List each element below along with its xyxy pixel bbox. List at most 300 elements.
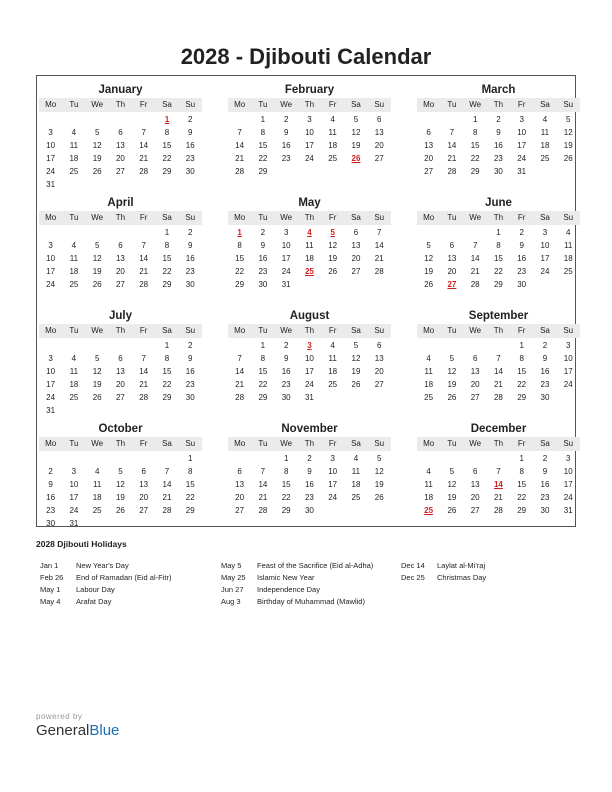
day-cell: 19 <box>115 493 125 502</box>
day-cell: 21 <box>374 254 384 263</box>
day-cell: 30 <box>540 506 550 515</box>
day-cell: 2 <box>283 115 289 124</box>
day-cell: 29 <box>470 167 480 176</box>
day-cell: 3 <box>307 115 312 124</box>
holiday-date: May 4 <box>40 597 61 606</box>
day-cell: 21 <box>139 154 149 163</box>
day-cell: 11 <box>69 141 79 150</box>
month-name: April <box>107 197 134 209</box>
day-cell: 26 <box>328 267 338 276</box>
weekday-label: Fr <box>328 439 337 448</box>
day-cell-holiday: 14 <box>493 480 503 489</box>
day-cell: 2 <box>542 341 548 350</box>
brand-name-general: General <box>36 722 90 739</box>
day-grid <box>417 339 580 404</box>
month-name: November <box>281 423 338 435</box>
day-cell: 10 <box>69 480 79 489</box>
day-cell: 24 <box>69 506 79 515</box>
weekday-label: Fr <box>328 326 337 335</box>
day-cell: 22 <box>281 493 291 502</box>
day-cell: 6 <box>449 241 455 250</box>
page-title: 2028 - Djibouti Calendar <box>180 44 432 69</box>
day-cell: 30 <box>185 393 195 402</box>
day-grid <box>417 452 580 517</box>
day-cell: 5 <box>353 115 359 124</box>
weekday-label: Mo <box>423 326 435 335</box>
day-cell: 13 <box>115 367 125 376</box>
day-cell: 15 <box>185 480 195 489</box>
weekday-label: Th <box>304 213 315 222</box>
day-cell: 16 <box>540 480 550 489</box>
day-cell: 29 <box>258 167 268 176</box>
day-cell: 1 <box>260 115 266 124</box>
day-cell: 15 <box>258 141 268 150</box>
day-cell: 3 <box>566 454 571 463</box>
day-cell: 22 <box>470 154 480 163</box>
weekday-label: We <box>280 439 293 448</box>
day-cell: 23 <box>540 493 550 502</box>
holiday-name: Christmas Day <box>437 573 487 582</box>
day-cell: 8 <box>496 241 501 250</box>
day-cell: 22 <box>493 267 503 276</box>
day-cell: 7 <box>237 354 242 363</box>
day-cell: 15 <box>162 141 172 150</box>
weekday-label: Tu <box>258 213 268 222</box>
day-cell: 13 <box>115 254 125 263</box>
day-grid <box>39 113 202 191</box>
month-july <box>39 308 202 417</box>
day-cell: 17 <box>304 367 314 376</box>
day-cell: 16 <box>540 367 550 376</box>
weekday-header <box>417 324 580 338</box>
holiday-date: Dec 14 <box>401 561 425 570</box>
day-cell: 28 <box>139 393 149 402</box>
day-cell: 18 <box>304 254 314 263</box>
day-cell: 21 <box>493 493 503 502</box>
day-cell: 11 <box>564 241 573 250</box>
day-cell-holiday: 5 <box>330 228 335 237</box>
day-cell: 28 <box>139 167 149 176</box>
day-cell: 3 <box>71 467 77 476</box>
day-cell: 20 <box>374 141 384 150</box>
weekday-label: Th <box>493 326 504 335</box>
day-cell: 11 <box>305 241 314 250</box>
day-cell: 27 <box>374 154 384 163</box>
weekday-label: Tu <box>258 439 268 448</box>
day-cell: 8 <box>519 467 524 476</box>
day-grid <box>39 452 202 530</box>
day-cell: 26 <box>92 393 102 402</box>
day-cell: 1 <box>519 341 524 350</box>
day-empty <box>440 113 463 126</box>
day-cell: 23 <box>258 267 268 276</box>
weekday-label: Th <box>304 326 315 335</box>
powered-by-text: powered by <box>36 712 83 721</box>
day-cell: 7 <box>260 467 266 476</box>
day-cell: 27 <box>374 380 384 389</box>
day-cell: 21 <box>258 493 268 502</box>
day-cell: 8 <box>164 128 170 137</box>
day-cell: 6 <box>118 354 123 363</box>
day-cell: 14 <box>235 367 245 376</box>
day-cell: 11 <box>69 367 79 376</box>
day-cell: 25 <box>328 380 338 389</box>
day-cell: 1 <box>519 454 524 463</box>
day-cell: 11 <box>540 128 550 137</box>
day-cell: 20 <box>139 493 149 502</box>
month-january <box>39 82 202 191</box>
day-cell: 11 <box>424 367 433 376</box>
day-empty <box>62 226 85 239</box>
day-cell: 17 <box>540 254 550 263</box>
day-cell: 30 <box>517 280 527 289</box>
weekday-label: Mo <box>234 326 246 335</box>
day-cell: 30 <box>304 506 314 515</box>
weekday-label: Mo <box>45 326 57 335</box>
month-name: October <box>98 423 143 435</box>
day-cell-holiday: 4 <box>307 228 312 237</box>
day-cell: 19 <box>92 154 102 163</box>
holiday-column <box>401 560 486 584</box>
day-empty <box>228 452 251 465</box>
day-cell: 13 <box>424 141 434 150</box>
day-cell: 23 <box>540 380 550 389</box>
weekday-label: We <box>91 439 104 448</box>
weekday-label: Mo <box>45 213 57 222</box>
day-cell: 7 <box>496 354 501 363</box>
day-cell: 5 <box>94 354 100 363</box>
day-cell: 25 <box>69 280 79 289</box>
day-cell: 22 <box>235 267 245 276</box>
day-cell: 6 <box>118 241 123 250</box>
weekday-label: Tu <box>69 213 79 222</box>
weekday-label: Su <box>185 326 196 335</box>
weekday-label: Sa <box>540 439 550 448</box>
day-cell: 5 <box>94 128 100 137</box>
holiday-item <box>221 572 373 584</box>
weekday-label: Fr <box>328 100 337 109</box>
weekday-label: We <box>280 213 293 222</box>
day-cell: 17 <box>69 493 79 502</box>
day-empty <box>132 113 155 126</box>
day-cell: 9 <box>188 128 193 137</box>
day-cell: 2 <box>307 454 312 463</box>
weekday-label: Tu <box>69 326 79 335</box>
holiday-item <box>40 560 171 572</box>
day-cell: 9 <box>188 354 193 363</box>
day-cell: 18 <box>563 254 573 263</box>
day-cell: 23 <box>304 493 314 502</box>
weekday-label: Fr <box>517 213 526 222</box>
weekday-label: Su <box>563 326 574 335</box>
day-cell-holiday: 3 <box>307 341 312 350</box>
day-cell: 6 <box>472 354 478 363</box>
holiday-name: New Year's Day <box>76 561 129 570</box>
weekday-label: We <box>91 213 104 222</box>
month-name: February <box>284 84 335 96</box>
day-empty <box>417 339 440 352</box>
day-cell: 9 <box>542 467 548 476</box>
weekday-label: We <box>280 326 293 335</box>
day-cell: 7 <box>164 467 170 476</box>
month-may <box>228 195 391 291</box>
day-cell: 26 <box>115 506 125 515</box>
holiday-item <box>401 572 486 584</box>
weekday-label: Su <box>185 213 196 222</box>
day-cell-holiday: 27 <box>447 280 457 289</box>
day-cell: 16 <box>185 141 195 150</box>
month-name: July <box>108 310 132 322</box>
day-empty <box>62 339 85 352</box>
day-cell: 26 <box>92 167 102 176</box>
day-cell: 13 <box>374 128 384 137</box>
day-cell: 31 <box>69 519 79 528</box>
day-cell: 29 <box>162 280 172 289</box>
day-cell: 25 <box>328 154 338 163</box>
day-cell: 17 <box>46 380 56 389</box>
day-cell: 29 <box>162 393 172 402</box>
day-cell: 13 <box>139 480 149 489</box>
day-empty <box>39 339 62 352</box>
day-cell: 24 <box>563 493 573 502</box>
day-cell: 19 <box>424 267 434 276</box>
day-cell: 28 <box>374 267 384 276</box>
day-cell: 30 <box>493 167 503 176</box>
weekday-label: Sa <box>540 326 550 335</box>
day-cell: 27 <box>235 506 245 515</box>
day-cell-holiday: 26 <box>351 154 361 163</box>
day-cell: 6 <box>141 467 146 476</box>
holiday-name: Labour Day <box>76 585 115 594</box>
day-cell: 19 <box>92 267 102 276</box>
day-cell: 20 <box>470 380 480 389</box>
day-cell: 30 <box>258 280 268 289</box>
day-empty <box>62 452 85 465</box>
day-cell: 13 <box>447 254 457 263</box>
day-cell: 19 <box>447 380 457 389</box>
day-cell: 5 <box>449 467 455 476</box>
month-name: May <box>298 197 321 209</box>
day-cell: 11 <box>351 467 361 476</box>
holiday-item <box>221 560 373 572</box>
day-cell: 23 <box>46 506 56 515</box>
weekday-label: Tu <box>69 100 79 109</box>
day-cell: 31 <box>281 280 291 289</box>
month-march <box>417 82 580 178</box>
day-cell: 8 <box>237 241 242 250</box>
day-cell: 14 <box>374 241 384 250</box>
month-name: August <box>289 310 330 322</box>
day-empty <box>228 113 251 126</box>
day-cell: 21 <box>235 380 245 389</box>
day-cell: 14 <box>139 254 149 263</box>
day-cell: 3 <box>48 128 53 137</box>
day-cell: 21 <box>162 493 172 502</box>
day-empty <box>39 113 62 126</box>
day-grid <box>39 226 202 291</box>
day-cell: 20 <box>115 154 125 163</box>
day-cell: 3 <box>48 354 53 363</box>
day-cell: 30 <box>46 519 56 528</box>
month-november <box>228 421 391 517</box>
day-empty <box>132 339 155 352</box>
day-cell: 31 <box>563 506 573 515</box>
weekday-label: Mo <box>423 100 435 109</box>
day-cell: 23 <box>185 380 195 389</box>
day-cell: 16 <box>258 254 268 263</box>
day-cell: 6 <box>377 341 382 350</box>
day-grid <box>228 339 391 404</box>
day-cell: 14 <box>493 367 503 376</box>
day-cell: 30 <box>281 393 291 402</box>
day-cell: 25 <box>424 393 434 402</box>
month-december <box>417 421 580 517</box>
weekday-label: Tu <box>258 326 268 335</box>
day-cell: 12 <box>374 467 384 476</box>
weekday-label: Sa <box>351 439 361 448</box>
day-cell: 10 <box>281 241 291 250</box>
day-cell: 21 <box>493 380 503 389</box>
day-cell: 13 <box>470 367 480 376</box>
day-cell: 7 <box>449 128 455 137</box>
holidays-title: 2028 Djibouti Holidays <box>36 539 127 549</box>
day-cell: 9 <box>307 467 312 476</box>
day-cell: 25 <box>351 493 361 502</box>
day-cell: 19 <box>447 493 457 502</box>
day-cell: 17 <box>46 154 56 163</box>
calendar-grid <box>36 75 576 527</box>
weekday-label: Sa <box>351 326 361 335</box>
day-cell: 9 <box>283 354 289 363</box>
day-cell: 1 <box>164 228 170 237</box>
day-empty <box>132 452 155 465</box>
day-cell: 10 <box>304 128 314 137</box>
day-cell: 3 <box>330 454 335 463</box>
day-cell: 7 <box>377 228 382 237</box>
day-cell: 1 <box>164 341 170 350</box>
day-cell: 9 <box>283 128 289 137</box>
day-cell: 21 <box>235 154 245 163</box>
weekday-header <box>39 211 202 225</box>
day-cell-holiday: 1 <box>237 228 242 237</box>
day-cell: 13 <box>374 354 384 363</box>
day-cell: 2 <box>542 454 548 463</box>
day-cell: 2 <box>188 341 193 350</box>
day-cell: 18 <box>328 367 338 376</box>
day-cell: 3 <box>283 228 289 237</box>
holiday-date: Dec 25 <box>401 573 425 582</box>
day-empty <box>86 452 109 465</box>
day-cell: 28 <box>470 280 480 289</box>
day-cell: 2 <box>188 115 193 124</box>
day-cell: 28 <box>493 506 503 515</box>
day-cell: 30 <box>540 393 550 402</box>
day-cell: 7 <box>472 241 478 250</box>
day-cell: 9 <box>48 480 53 489</box>
weekday-label: Th <box>304 439 315 448</box>
day-empty <box>39 452 62 465</box>
month-august <box>228 308 391 404</box>
day-cell: 24 <box>281 267 291 276</box>
holiday-item <box>40 584 171 596</box>
weekday-label: Fr <box>517 439 526 448</box>
day-cell: 11 <box>93 480 102 489</box>
weekday-label: We <box>91 326 104 335</box>
day-cell: 5 <box>94 241 100 250</box>
holiday-item <box>40 572 171 584</box>
day-cell: 26 <box>563 154 573 163</box>
day-cell: 19 <box>92 380 102 389</box>
day-grid <box>228 113 391 178</box>
weekday-label: Th <box>493 213 504 222</box>
day-cell: 24 <box>46 393 56 402</box>
weekday-header <box>417 98 580 112</box>
weekday-label: Su <box>185 100 196 109</box>
day-cell: 18 <box>328 141 338 150</box>
weekday-label: Fr <box>517 100 526 109</box>
weekday-label: Sa <box>351 213 361 222</box>
day-empty <box>440 226 463 239</box>
holiday-name: End of Ramadan (Eid al-Fitr) <box>76 573 172 582</box>
day-cell: 17 <box>563 480 573 489</box>
day-cell: 25 <box>563 267 573 276</box>
day-empty <box>86 113 109 126</box>
day-cell: 29 <box>517 393 527 402</box>
day-empty <box>109 339 132 352</box>
day-cell: 15 <box>493 254 503 263</box>
day-cell: 23 <box>281 380 291 389</box>
day-cell: 4 <box>353 454 359 463</box>
day-empty <box>440 339 463 352</box>
day-cell: 15 <box>162 367 172 376</box>
weekday-label: Tu <box>69 439 79 448</box>
day-cell: 25 <box>69 167 79 176</box>
weekday-label: Sa <box>162 439 172 448</box>
day-cell: 17 <box>563 367 573 376</box>
weekday-header <box>39 98 202 112</box>
day-cell: 22 <box>185 493 195 502</box>
day-cell: 2 <box>188 228 193 237</box>
day-cell: 8 <box>260 128 266 137</box>
day-cell: 20 <box>374 367 384 376</box>
weekday-label: Su <box>374 100 385 109</box>
day-cell: 27 <box>470 506 480 515</box>
day-cell: 27 <box>139 506 149 515</box>
weekday-header <box>228 437 391 451</box>
weekday-label: Tu <box>258 100 268 109</box>
day-cell: 17 <box>304 141 314 150</box>
weekday-header <box>228 98 391 112</box>
day-cell: 1 <box>283 454 289 463</box>
day-cell: 30 <box>185 167 195 176</box>
day-cell: 22 <box>517 493 527 502</box>
day-cell: 12 <box>92 254 102 263</box>
day-empty <box>251 452 274 465</box>
day-cell: 3 <box>48 241 53 250</box>
holiday-column <box>40 560 171 608</box>
day-cell: 10 <box>563 467 573 476</box>
day-cell: 11 <box>328 354 337 363</box>
day-empty <box>86 339 109 352</box>
day-cell: 28 <box>162 506 172 515</box>
day-cell: 9 <box>519 241 524 250</box>
month-name: December <box>470 423 527 435</box>
day-cell: 5 <box>353 341 359 350</box>
day-cell: 12 <box>328 241 338 250</box>
day-empty <box>464 339 487 352</box>
day-empty <box>39 226 62 239</box>
day-cell: 4 <box>330 115 335 124</box>
